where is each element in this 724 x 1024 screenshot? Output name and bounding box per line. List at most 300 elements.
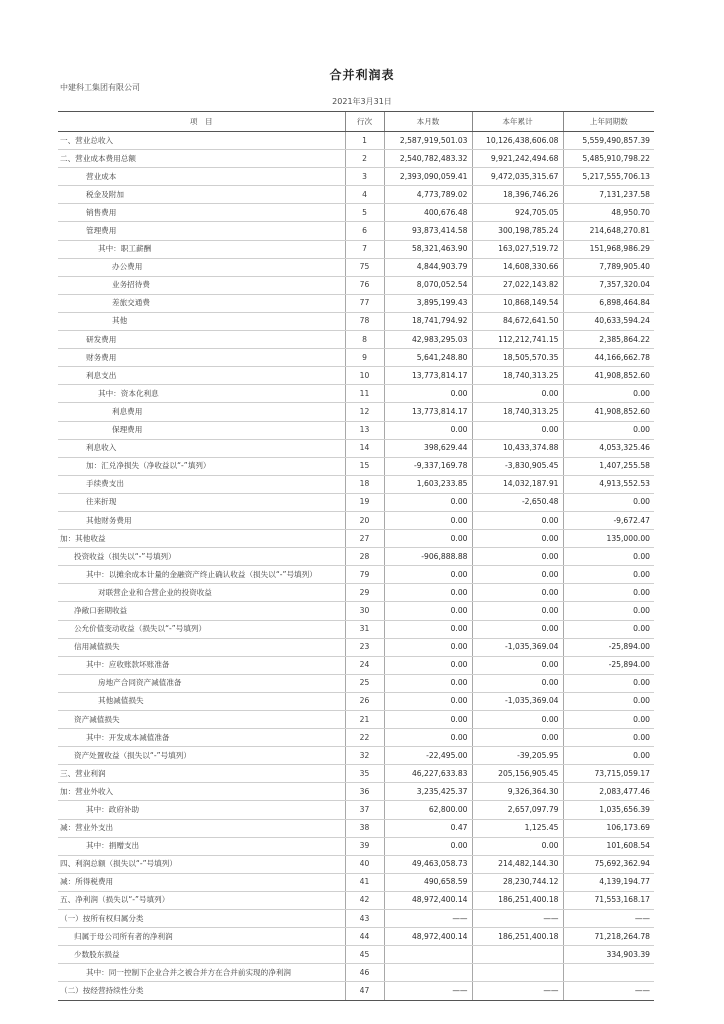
row-item-label: 往来折现 [58,493,345,511]
row-year-to-date: 9,921,242,494.68 [472,150,563,168]
row-prior-period: -9,672.47 [563,511,654,529]
row-current-month: 3,235,425.37 [384,783,472,801]
row-current-month: 5,641,248.80 [384,349,472,367]
row-current-month: 0.00 [384,837,472,855]
row-current-month: -22,495.00 [384,747,472,765]
row-year-to-date: 0.00 [472,548,563,566]
row-item-label: 少数股东损益 [58,946,345,964]
row-prior-period: 6,898,464.84 [563,294,654,312]
row-item-label: 利息支出 [58,367,345,385]
row-item-label: 加：其他收益 [58,530,345,548]
income-statement-table [58,111,654,1001]
table-row [58,783,654,801]
row-prior-period: 334,903.39 [563,946,654,964]
row-line-number: 8 [345,331,384,349]
row-year-to-date: 84,672,641.50 [472,312,563,330]
row-prior-period: 0.00 [563,385,654,403]
row-current-month: 0.00 [384,511,472,529]
row-current-month: 42,983,295.03 [384,331,472,349]
row-year-to-date: 0.00 [472,620,563,638]
table-row [58,855,654,873]
row-prior-period: 75,692,362.94 [563,855,654,873]
row-line-number: 44 [345,928,384,946]
table-row [58,511,654,529]
row-line-number: 47 [345,982,384,1000]
row-year-to-date: 0.00 [472,385,563,403]
table-row [58,602,654,620]
row-item-label: 加：汇兑净损失（净收益以“-”填列） [58,457,345,475]
table-row [58,294,654,312]
row-line-number: 30 [345,602,384,620]
row-line-number: 10 [345,367,384,385]
row-current-month: 0.47 [384,819,472,837]
row-current-month [384,964,472,982]
row-year-to-date: 14,032,187.91 [472,475,563,493]
table-row [58,964,654,982]
table-row [58,530,654,548]
row-year-to-date: 10,868,149.54 [472,294,563,312]
row-year-to-date: -2,650.48 [472,493,563,511]
row-prior-period: 71,553,168.17 [563,891,654,909]
row-prior-period: 0.00 [563,566,654,584]
row-line-number: 12 [345,403,384,421]
row-line-number: 25 [345,674,384,692]
row-current-month: 0.00 [384,674,472,692]
row-year-to-date: —— [472,982,563,1000]
statement-title: 合并利润表 [329,68,395,82]
row-year-to-date: 18,396,746.26 [472,186,563,204]
table-row [58,620,654,638]
row-prior-period: 0.00 [563,602,654,620]
row-current-month: 18,741,794.92 [384,312,472,330]
table-row [58,692,654,710]
row-line-number: 35 [345,765,384,783]
row-year-to-date: 27,022,143.82 [472,276,563,294]
row-current-month: 0.00 [384,729,472,747]
row-line-number: 23 [345,638,384,656]
row-prior-period: 0.00 [563,584,654,602]
row-current-month: -9,337,169.78 [384,457,472,475]
row-item-label: 其中：资本化利息 [58,385,345,403]
row-item-label: 其中：开发成本减值准备 [58,729,345,747]
table-row [58,765,654,783]
table-row [58,493,654,511]
row-item-label: 手续费支出 [58,475,345,493]
row-item-label: 其中：以摊余成本计量的金融资产终止确认收益（损失以“-”号填列） [58,566,345,584]
row-item-label: 四、利润总额（损失以“-”号填列） [58,855,345,873]
table-row [58,891,654,909]
row-prior-period: 7,789,905.40 [563,258,654,276]
row-item-label: 二、营业成本费用总额 [58,150,345,168]
row-current-month: 48,972,400.14 [384,928,472,946]
table-row [58,674,654,692]
company-name: 中建科工集团有限公司 [60,83,140,92]
table-header [58,112,654,132]
row-year-to-date: 0.00 [472,421,563,439]
row-line-number: 4 [345,186,384,204]
table-row [58,240,654,258]
row-prior-period: 1,407,255.58 [563,457,654,475]
row-line-number: 11 [345,385,384,403]
row-line-number: 46 [345,964,384,982]
statement-date: 2021年3月31日 [332,97,392,106]
row-current-month: 0.00 [384,584,472,602]
row-year-to-date: 924,705.05 [472,204,563,222]
table-row [58,385,654,403]
row-item-label: 投资收益（损失以“-”号填列） [58,548,345,566]
row-prior-period: 0.00 [563,692,654,710]
row-year-to-date: 112,212,741.15 [472,331,563,349]
row-item-label: 减：营业外支出 [58,819,345,837]
row-line-number: 2 [345,150,384,168]
row-line-number: 18 [345,475,384,493]
table-row [58,946,654,964]
row-prior-period: 0.00 [563,711,654,729]
row-year-to-date: 0.00 [472,584,563,602]
row-line-number: 38 [345,819,384,837]
row-current-month: 0.00 [384,711,472,729]
row-item-label: 财务费用 [58,349,345,367]
row-prior-period: 2,083,477.46 [563,783,654,801]
row-line-number: 39 [345,837,384,855]
row-prior-period: 0.00 [563,620,654,638]
row-current-month: 0.00 [384,620,472,638]
row-year-to-date: 0.00 [472,511,563,529]
row-item-label: 净敞口套期收益 [58,602,345,620]
row-current-month [384,946,472,964]
row-prior-period: 151,968,986.29 [563,240,654,258]
row-prior-period: 0.00 [563,747,654,765]
row-item-label: 资产减值损失 [58,711,345,729]
row-current-month: 0.00 [384,692,472,710]
row-item-label: 其中：职工薪酬 [58,240,345,258]
table-row [58,132,654,150]
row-prior-period: 4,139,194.77 [563,873,654,891]
row-line-number: 43 [345,910,384,928]
row-item-label: （一）按所有权归属分类 [58,910,345,928]
row-year-to-date [472,946,563,964]
column-header-item: 项 目 [58,112,345,132]
row-item-label: 其他 [58,312,345,330]
row-item-label: 房地产合同资产减值准备 [58,674,345,692]
row-item-label: 管理费用 [58,222,345,240]
row-item-label: 公允价值变动收益（损失以“-”号填列） [58,620,345,638]
row-current-month: 2,393,090,059.41 [384,168,472,186]
row-year-to-date: 0.00 [472,602,563,620]
row-current-month: 13,773,814.17 [384,367,472,385]
row-prior-period: 71,218,264.78 [563,928,654,946]
row-line-number: 40 [345,855,384,873]
row-current-month: 0.00 [384,530,472,548]
row-item-label: 三、营业利润 [58,765,345,783]
row-prior-period: 5,217,555,706.13 [563,168,654,186]
column-header-line: 行次 [345,112,384,132]
row-year-to-date: 18,740,313.25 [472,403,563,421]
row-year-to-date: -1,035,369.04 [472,692,563,710]
table-row [58,928,654,946]
row-year-to-date: 0.00 [472,837,563,855]
row-line-number: 14 [345,439,384,457]
row-line-number: 28 [345,548,384,566]
table-row [58,638,654,656]
table-row [58,222,654,240]
row-prior-period: 48,950.70 [563,204,654,222]
table-row [58,204,654,222]
row-year-to-date: 0.00 [472,711,563,729]
table-row [58,331,654,349]
row-line-number: 32 [345,747,384,765]
row-item-label: （二）按经营持续性分类 [58,982,345,1000]
row-item-label: 差旅交通费 [58,294,345,312]
row-current-month: 58,321,463.90 [384,240,472,258]
row-year-to-date: 9,472,035,315.67 [472,168,563,186]
row-item-label: 其他财务费用 [58,511,345,529]
row-item-label: 保理费用 [58,421,345,439]
row-item-label: 归属于母公司所有者的净利润 [58,928,345,946]
table-row [58,475,654,493]
row-item-label: 业务招待费 [58,276,345,294]
row-current-month: 3,895,199.43 [384,294,472,312]
row-item-label: 其中：同一控制下企业合并之被合并方在合并前实现的净利润 [58,964,345,982]
row-year-to-date: 186,251,400.18 [472,891,563,909]
row-item-label: 营业成本 [58,168,345,186]
row-prior-period: 0.00 [563,421,654,439]
row-year-to-date: 10,126,438,606.08 [472,132,563,150]
row-year-to-date: 0.00 [472,656,563,674]
row-current-month: -906,888.88 [384,548,472,566]
table-row [58,276,654,294]
row-line-number: 27 [345,530,384,548]
table-row [58,584,654,602]
row-year-to-date: 2,657,097.79 [472,801,563,819]
row-year-to-date: 0.00 [472,566,563,584]
table-row [58,421,654,439]
row-current-month: 4,773,789.02 [384,186,472,204]
table-row [58,312,654,330]
row-item-label: 五、净利润（损失以“-”号填列） [58,891,345,909]
table-row [58,801,654,819]
row-prior-period: 7,357,320.04 [563,276,654,294]
row-prior-period: 1,035,656.39 [563,801,654,819]
row-line-number: 24 [345,656,384,674]
row-year-to-date: 205,156,905.45 [472,765,563,783]
row-line-number: 5 [345,204,384,222]
row-prior-period: 0.00 [563,729,654,747]
row-prior-period: 7,131,237.58 [563,186,654,204]
column-header-ytd: 本年累计 [472,112,563,132]
row-prior-period: 5,559,490,857.39 [563,132,654,150]
table-row [58,729,654,747]
row-line-number: 21 [345,711,384,729]
row-line-number: 31 [345,620,384,638]
row-item-label: 一、营业总收入 [58,132,345,150]
row-current-month: 13,773,814.17 [384,403,472,421]
row-item-label: 其他减值损失 [58,692,345,710]
row-current-month: 0.00 [384,656,472,674]
row-current-month: 0.00 [384,385,472,403]
row-prior-period: 44,166,662.78 [563,349,654,367]
table-row [58,711,654,729]
table-row [58,747,654,765]
row-prior-period: 0.00 [563,493,654,511]
row-year-to-date: -39,205.95 [472,747,563,765]
row-line-number: 75 [345,258,384,276]
row-item-label: 利息收入 [58,439,345,457]
row-current-month: 46,227,633.83 [384,765,472,783]
row-current-month: 48,972,400.14 [384,891,472,909]
table-row [58,186,654,204]
row-line-number: 6 [345,222,384,240]
row-year-to-date: 18,505,570.35 [472,349,563,367]
table-row [58,457,654,475]
row-prior-period: 40,633,594.24 [563,312,654,330]
row-prior-period: 106,173.69 [563,819,654,837]
row-item-label: 利息费用 [58,403,345,421]
row-year-to-date: 0.00 [472,674,563,692]
table-row [58,258,654,276]
row-prior-period: 0.00 [563,548,654,566]
row-current-month: 62,800.00 [384,801,472,819]
table-row [58,837,654,855]
row-line-number: 26 [345,692,384,710]
row-year-to-date: 0.00 [472,530,563,548]
row-current-month: 0.00 [384,421,472,439]
row-current-month: —— [384,910,472,928]
table-row [58,656,654,674]
row-line-number: 19 [345,493,384,511]
row-current-month: 1,603,233.85 [384,475,472,493]
row-item-label: 办公费用 [58,258,345,276]
row-prior-period: —— [563,982,654,1000]
row-year-to-date: -3,830,905.45 [472,457,563,475]
row-prior-period: 135,000.00 [563,530,654,548]
row-year-to-date: 0.00 [472,729,563,747]
row-year-to-date: 18,740,313.25 [472,367,563,385]
row-line-number: 9 [345,349,384,367]
header-row [58,112,654,132]
row-prior-period: 41,908,852.60 [563,367,654,385]
row-prior-period: 0.00 [563,674,654,692]
row-current-month: 0.00 [384,602,472,620]
row-prior-period: —— [563,910,654,928]
row-year-to-date [472,964,563,982]
row-line-number: 1 [345,132,384,150]
row-line-number: 22 [345,729,384,747]
row-current-month: 49,463,058.73 [384,855,472,873]
row-year-to-date: 300,198,785.24 [472,222,563,240]
row-current-month: 93,873,414.58 [384,222,472,240]
row-item-label: 对联营企业和合营企业的投资收益 [58,584,345,602]
row-prior-period: 2,385,864.22 [563,331,654,349]
row-current-month: 0.00 [384,566,472,584]
table-row [58,910,654,928]
row-prior-period: 214,648,270.81 [563,222,654,240]
row-current-month: 2,540,782,483.32 [384,150,472,168]
row-line-number: 79 [345,566,384,584]
table-body [58,132,654,1001]
row-year-to-date: 28,230,744.12 [472,873,563,891]
row-year-to-date: 10,433,374.88 [472,439,563,457]
row-year-to-date: 9,326,364.30 [472,783,563,801]
row-line-number: 77 [345,294,384,312]
row-item-label: 减：所得税费用 [58,873,345,891]
row-item-label: 资产处置收益（损失以“-”号填列） [58,747,345,765]
row-line-number: 42 [345,891,384,909]
row-line-number: 45 [345,946,384,964]
row-line-number: 76 [345,276,384,294]
row-item-label: 研发费用 [58,331,345,349]
row-item-label: 其中：政府补助 [58,801,345,819]
row-prior-period [563,964,654,982]
row-line-number: 37 [345,801,384,819]
table-row [58,548,654,566]
row-current-month: 4,844,903.79 [384,258,472,276]
row-prior-period: 101,608.54 [563,837,654,855]
row-current-month: —— [384,982,472,1000]
row-current-month: 490,658.59 [384,873,472,891]
table-row [58,150,654,168]
row-line-number: 36 [345,783,384,801]
table-row [58,566,654,584]
row-item-label: 信用减值损失 [58,638,345,656]
row-prior-period: -25,894.00 [563,638,654,656]
row-item-label: 其中：应收账款坏账准备 [58,656,345,674]
row-line-number: 13 [345,421,384,439]
table-row [58,873,654,891]
row-current-month: 0.00 [384,493,472,511]
row-current-month: 0.00 [384,638,472,656]
row-item-label: 销售费用 [58,204,345,222]
row-line-number: 41 [345,873,384,891]
table-row [58,403,654,421]
row-line-number: 20 [345,511,384,529]
row-year-to-date: 186,251,400.18 [472,928,563,946]
row-line-number: 3 [345,168,384,186]
row-current-month: 2,587,919,501.03 [384,132,472,150]
row-year-to-date: 14,608,330.66 [472,258,563,276]
table-row [58,439,654,457]
row-prior-period: 4,053,325.46 [563,439,654,457]
row-year-to-date: 214,482,144.30 [472,855,563,873]
row-item-label: 税金及附加 [58,186,345,204]
row-item-label: 加：营业外收入 [58,783,345,801]
row-year-to-date: -1,035,369.04 [472,638,563,656]
row-line-number: 15 [345,457,384,475]
row-item-label: 其中：捐赠支出 [58,837,345,855]
table-row [58,819,654,837]
row-prior-period: 5,485,910,798.22 [563,150,654,168]
row-current-month: 398,629.44 [384,439,472,457]
row-year-to-date: —— [472,910,563,928]
row-line-number: 78 [345,312,384,330]
row-line-number: 29 [345,584,384,602]
row-prior-period: -25,894.00 [563,656,654,674]
table-row [58,168,654,186]
table-row [58,367,654,385]
row-prior-period: 4,913,552.53 [563,475,654,493]
table-row [58,982,654,1000]
column-header-month: 本月数 [384,112,472,132]
row-line-number: 7 [345,240,384,258]
row-year-to-date: 163,027,519.72 [472,240,563,258]
row-current-month: 400,676.48 [384,204,472,222]
column-header-prior: 上年同期数 [563,112,654,132]
row-prior-period: 41,908,852.60 [563,403,654,421]
row-prior-period: 73,715,059.17 [563,765,654,783]
table-row [58,349,654,367]
row-current-month: 8,070,052.54 [384,276,472,294]
row-year-to-date: 1,125.45 [472,819,563,837]
